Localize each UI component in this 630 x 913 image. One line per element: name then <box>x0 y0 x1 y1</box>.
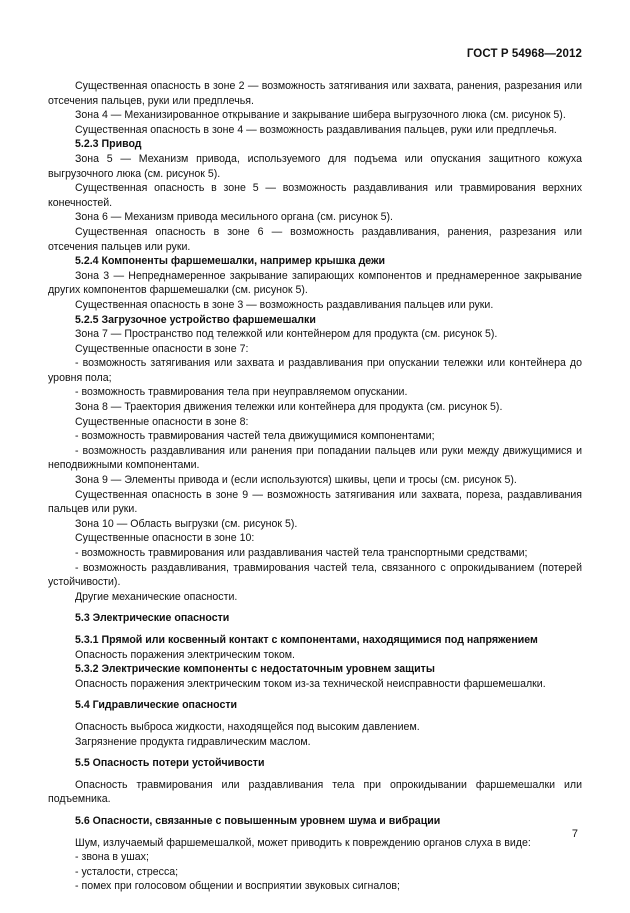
list-item: - возможность травмирования тела при неуправляемом опускании. <box>75 386 408 399</box>
paragraph: Существенная опасность в зоне 9 — возможность затягивания или захвата, пореза, раздавливания пальцев или руки. <box>48 488 582 516</box>
section-heading: 5.6 Опасности, связанные с повышенным уровнем шума и вибрации <box>75 814 441 827</box>
page-body <box>48 79 582 894</box>
subsection-heading: 5.2.5 Загрузочное устройство фаршемешалки <box>75 313 316 326</box>
paragraph: Зона 8 — Траектория движения тележки или контейнера для продукта (см. рисунок 5). <box>75 401 503 414</box>
list-item: - возможность травмирования или раздавливания частей тела транспортными средствами; <box>75 547 528 559</box>
paragraph: Загрязнение продукта гидравлическим маслом. <box>75 735 311 748</box>
paragraph: Существенная опасность в зоне 5 — возможность раздавливания или травмирования верхних конечностей. <box>48 182 582 209</box>
section-heading: 5.5 Опасность потери устойчивости <box>75 757 265 770</box>
list-item: - возможность затягивания или захвата и раздавливания при опускании тележки или контейнера до уровня пола; <box>48 357 582 384</box>
subsection-heading: 5.3.2 Электрические компоненты с недостаточным уровнем защиты <box>75 663 435 676</box>
paragraph: Существенные опасности в зоне 10: <box>75 532 255 545</box>
section-heading: 5.4 Гидравлические опасности <box>75 699 238 712</box>
paragraph: Зона 4 — Механизированное открывание и закрывание шибера выгрузочного люка (см. рисунок 5). <box>75 109 566 122</box>
list-item: - возможность раздавливания, травмирования частей тела, связанного с опрокидыванием (потерей устойчивости). <box>48 561 582 589</box>
paragraph: Зона 6 — Механизм привода месильного органа (см. рисунок 5). <box>75 211 393 224</box>
paragraph: Существенная опасность в зоне 2 — возможность затягивания или захвата, ранения, разрезания или отсечения пальцев, руки или предплечья. <box>48 80 582 107</box>
paragraph: Зона 10 — Область выгрузки (см. рисунок 5). <box>75 517 298 530</box>
list-item: - усталости, стресса; <box>75 865 179 878</box>
paragraph: Существенная опасность в зоне 4 — возможность раздавливания пальцев, руки или предплечья. <box>75 123 557 136</box>
paragraph: Существенные опасности в зоне 8: <box>75 415 249 428</box>
paragraph: Шум, излучаемый фаршемешалкой, может приводить к повреждению органов слуха в виде: <box>75 836 531 849</box>
list-item: - звона в ушах; <box>75 851 149 864</box>
paragraph: Зона 3 — Непреднамеренное закрывание запирающих компонентов и преднамеренное закрывание других компонентов фаршемешалки (см. рисунок 5). <box>48 269 582 297</box>
paragraph: Зона 7 — Пространство под тележкой или контейнером для продукта (см. рисунок 5). <box>75 328 498 341</box>
paragraph: Зона 9 — Элементы привода и (если используются) шкивы, цепи и тросы (см. рисунок 5). <box>75 474 517 487</box>
paragraph: Опасность травмирования или раздавливания тела при опрокидывании фаршемешалки или подъемника. <box>48 778 582 806</box>
list-item: - помех при голосовом общении и восприятии звуковых сигналов; <box>75 880 400 893</box>
paragraph: Другие механические опасности. <box>75 590 238 603</box>
subsection-heading: 5.2.4 Компоненты фаршемешалки, например крышка дежи <box>75 255 386 268</box>
subsection-heading: 5.3.1 Прямой или косвенный контакт с компонентами, находящимися под напряжением <box>75 633 538 646</box>
paragraph: Опасность поражения электрическим током. <box>75 648 296 661</box>
subsection-heading: 5.2.3 Привод <box>75 138 142 151</box>
paragraph: Существенная опасность в зоне 3 — возможность раздавливания пальцев или руки. <box>75 298 494 311</box>
paragraph: Существенная опасность в зоне 6 — возможность раздавливания, ранения, разрезания или отсечения пальцев или руки. <box>48 225 582 253</box>
paragraph: Опасность поражения электрическим током из-за технической неисправности фаршемешалки. <box>75 677 546 690</box>
paragraph: Существенные опасности в зоне 7: <box>75 342 249 355</box>
page-number: 7 <box>571 828 578 840</box>
list-item: - возможность травмирования частей тела движущимися компонентами; <box>75 430 435 443</box>
paragraph: Опасность выброса жидкости, находящейся под высоким давлением. <box>75 720 420 733</box>
list-item: - возможность раздавливания или ранения при попадании пальцев или руки между движущимися и неподвижными компонентами. <box>48 444 582 472</box>
section-heading: 5.3 Электрические опасности <box>75 612 230 625</box>
paragraph: Зона 5 — Механизм привода, используемого для подъема или опускания защитного кожуха выгрузочного люка (см. рисунок 5). <box>48 152 582 180</box>
standard-header: ГОСТ Р 54968—2012 <box>466 48 582 60</box>
